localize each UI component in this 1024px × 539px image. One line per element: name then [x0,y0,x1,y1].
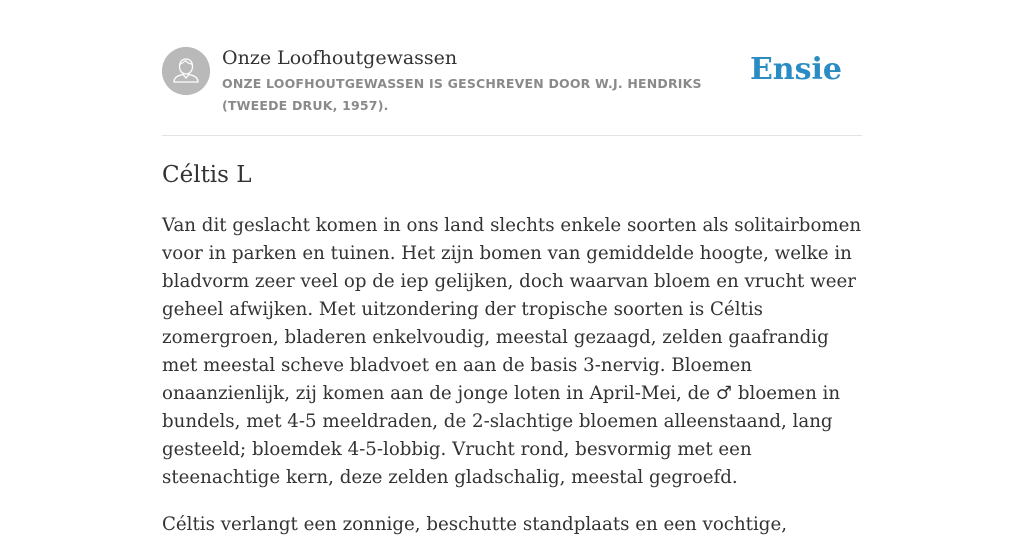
source-description: ONZE LOOFHOUTGEWASSEN IS GESCHREVEN DOOR W.J. HENDRIKS (TWEEDE DRUK, 1957). [222,76,702,113]
ensie-logo[interactable]: Ensie [749,52,842,87]
source-header [162,44,862,136]
entry-paragraph: Céltis verlangt een zonnige, beschutte standplaats en een vochtige, [162,514,787,535]
entry-title: Céltis L [162,162,252,188]
source-info [222,46,752,117]
entry-paragraph: Van dit geslacht komen in ons land slechts enkele soorten als solitairbomen voor in parken en tuinen. Het zijn bomen van gemiddelde hoogte, welke in bladvorm zeer veel op de iep gelijken, doch waarvan bloem en vrucht weer geheel afwijken. Met uitzondering der tropische soorten is Céltis zomergroen, bladeren enkelvoudig, meestal gezaagd, zelden gaafrandig met meestal scheve bladvoet en aan de basis 3-nervig. Bloemen onaanzienlijk, zij komen aan de jonge loten in April-Mei, de ♂ bloemen in bundels, met 4-5 meeldraden, de 2-slachtige bloemen alleenstaand, lang gesteeld; bloemdek 4-5-lobbig. Vrucht rond, besvormig met een steenachtige kern, deze zelden gladschalig, meestal gegroefd. [162,215,862,488]
entry-content [162,156,867,539]
source-title[interactable]: Onze Loofhoutgewassen [222,47,458,69]
user-icon[interactable] [162,47,210,95]
